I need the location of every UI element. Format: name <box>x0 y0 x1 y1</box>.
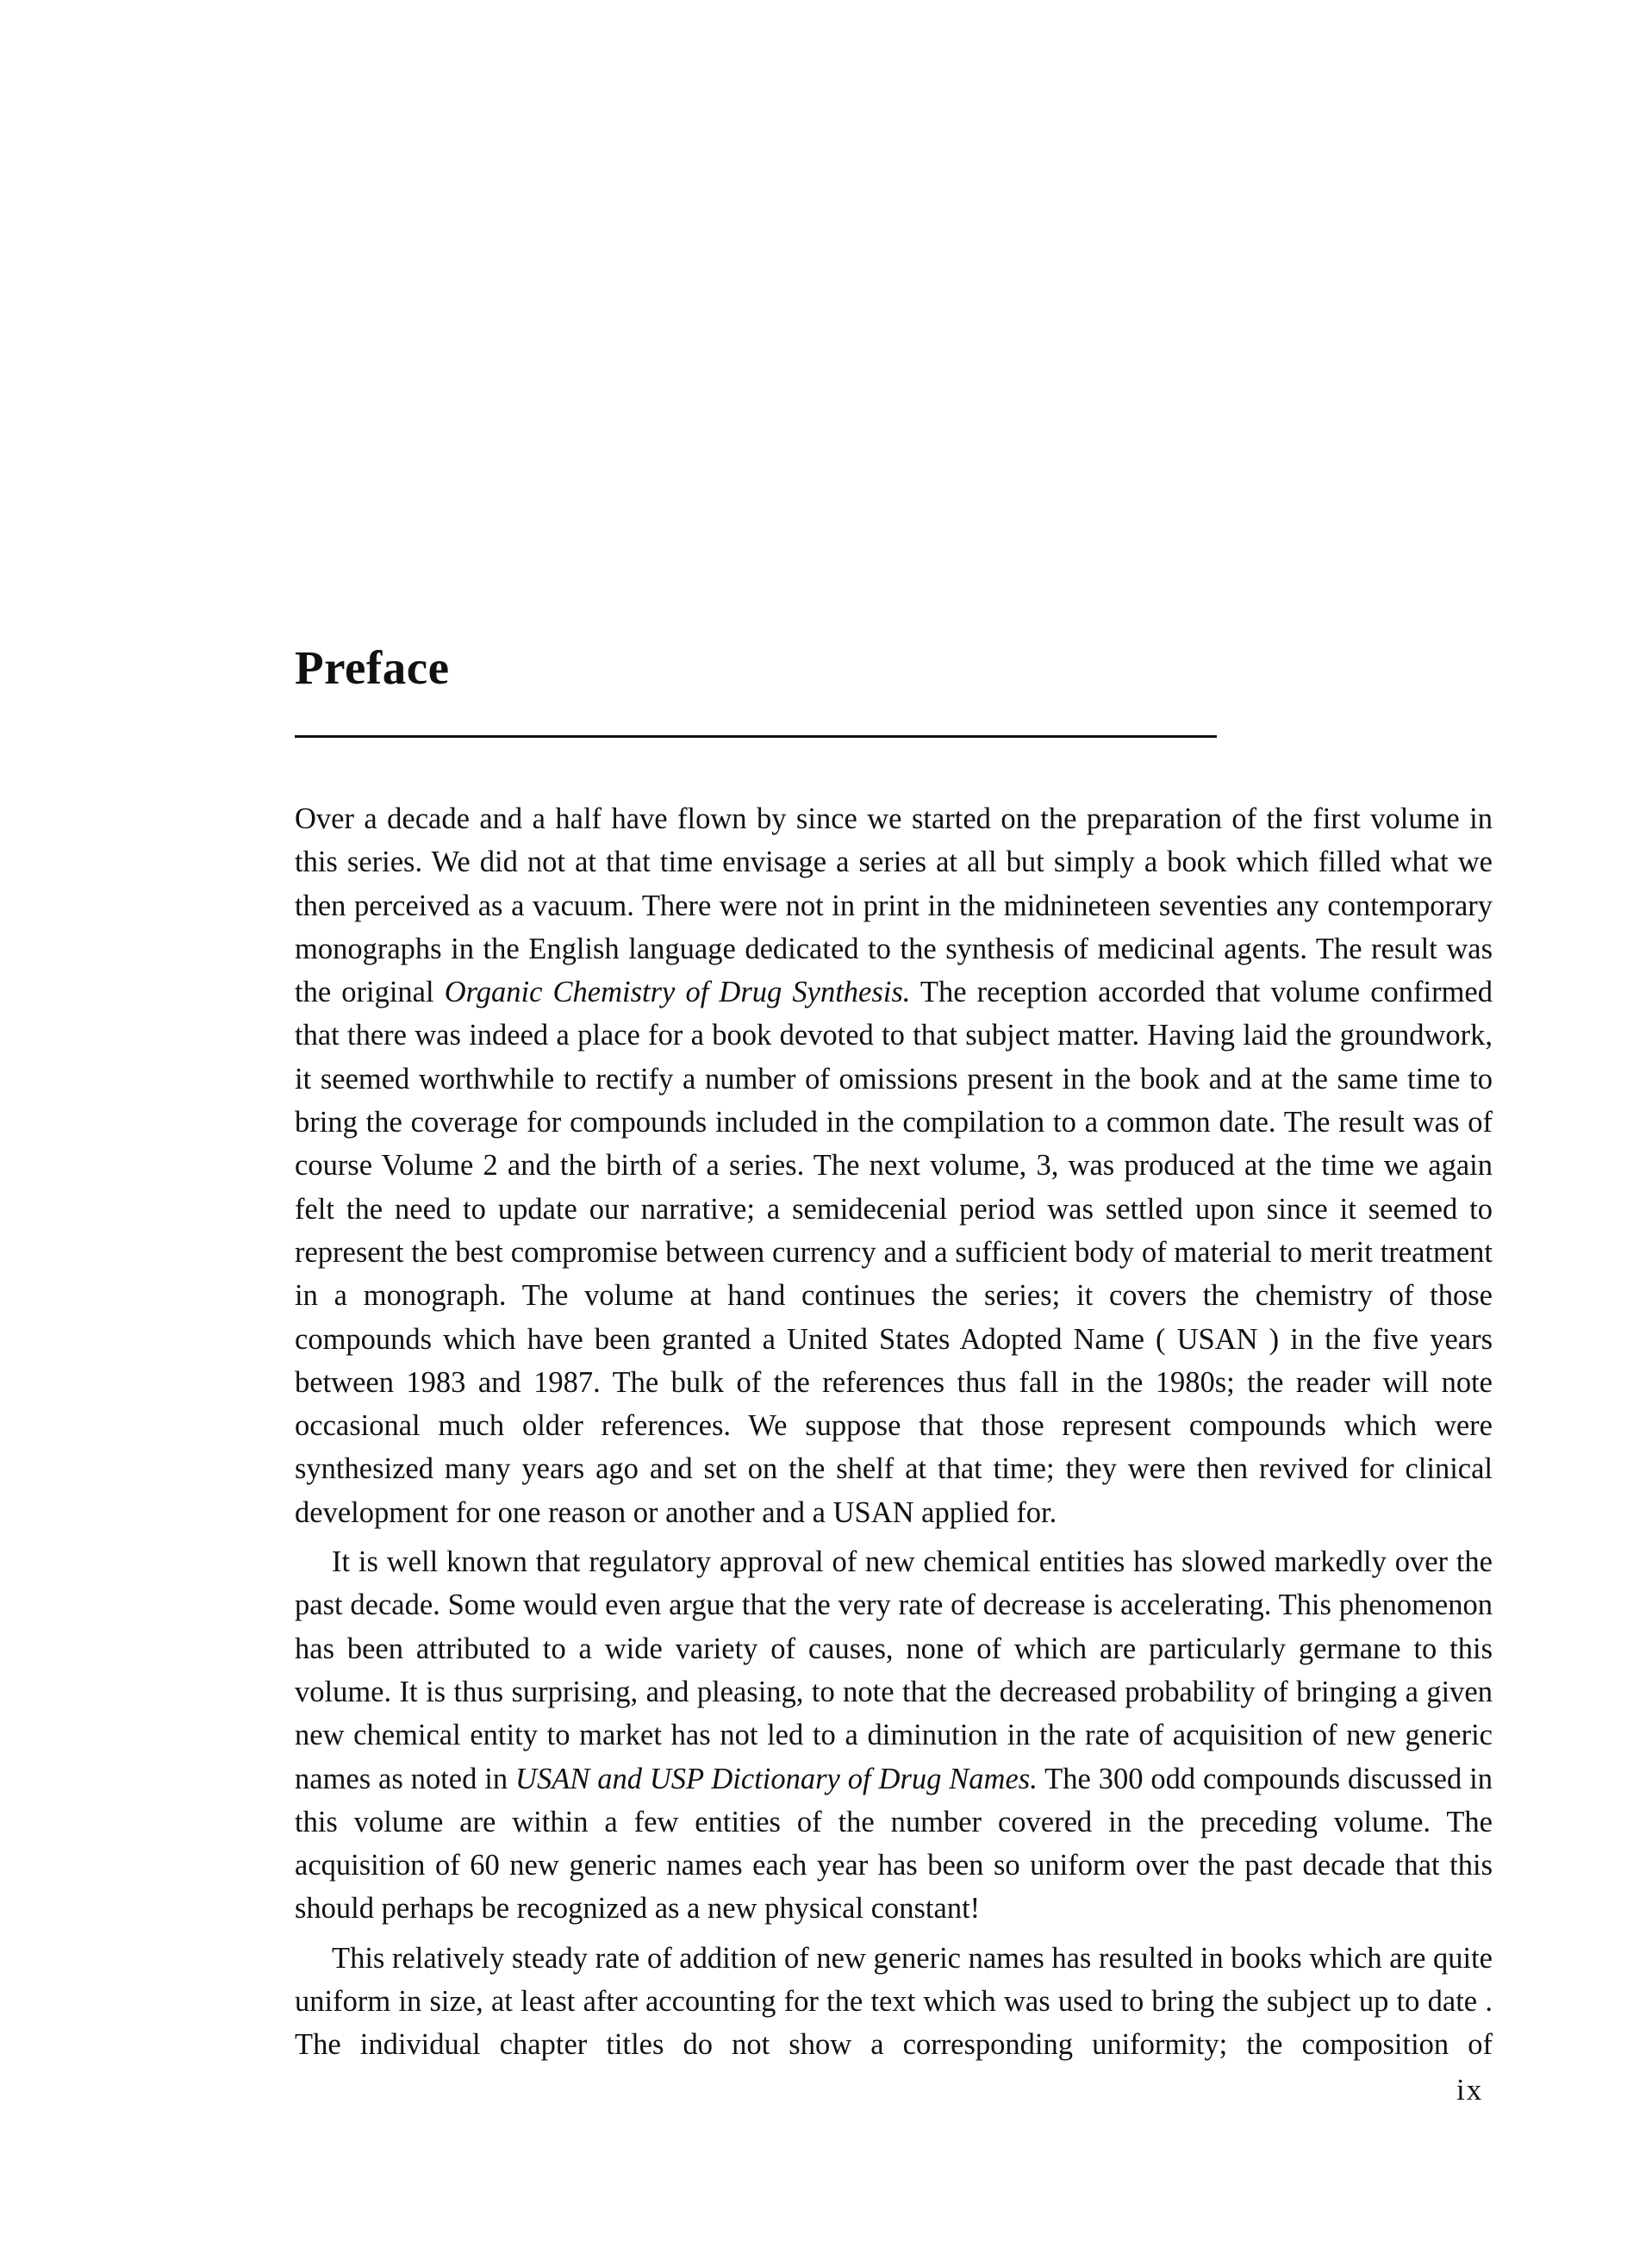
paragraph-3-text-1: This relatively steady rate of addition of new generic names has resulted in books which are quite uniform in size, at least after accounting for the text which was used to bring the subject up to date . The individual chapter titles do not show a corresponding uniformity; the composition of <box>295 1941 1493 2062</box>
page-number: ix <box>1456 2073 1484 2107</box>
paragraph-3 <box>295 1937 1493 2067</box>
paragraph-1-text-1: Over a decade and a half have flown by since we started on the preparation of the first volume in this series. We did not at that time envisage a series at all but simply a book which filled what we then perceived as a vacuum. There were not in print in the midnineteen seventies any contemporary monographs in the English language dedicated to the synthesis of medicinal agents. The result was the original <box>295 802 1493 1009</box>
preface-body <box>295 797 1493 2073</box>
paragraph-1-text-2: The reception accorded that volume confirmed that there was indeed a place for a book devoted to that subject matter. Having laid the groundwork, it seemed worthwhile to rectify a number of omissions present in the book and at the same time to bring the coverage for compounds included in the compilation to a common date. The result was of course Volume 2 and the birth of a series. The next volume, 3, was produced at the time we again felt the need to update our narrative; a semidecenial period was settled upon since it seemed to represent the best compromise between currency and a sufficient body of material to merit treatment in a monograph. The volume at hand continues the series; it covers the chemistry of those compounds which have been granted a United States Adopted Name ( USAN ) in the five years between 1983 and 1987. The bulk of the references thus fall in the 1980s; the reader will note occasional much older references. We suppose that those represent compounds which were synthesized many years ago and set on the shelf at that time; they were then revived for clinical development for one reason or another and a USAN applied for. <box>295 976 1493 1529</box>
book-title-organic-chemistry-of-drug-synthesis: Organic Chemistry of Drug Synthesis. <box>444 976 911 1009</box>
page-heading: Preface <box>295 641 450 694</box>
heading-rule <box>295 735 1217 738</box>
paragraph-2-text-1: It is well known that regulatory approval of new chemical entities has slowed markedly over the past decade. Some would even argue that the very rate of decrease is accelerating. This phenomenon has been attributed to a wide variety of causes, none of which are particularly germane to this volume. It is thus surprising, and pleasing, to note that the decreased probability of bringing a given new chemical entity to market has not led to a diminution in the rate of acquisition of new generic names as noted in <box>295 1545 1493 1795</box>
paragraph-2 <box>295 1540 1493 1931</box>
book-title-usan-dictionary: USAN and USP Dictionary of Drug Names. <box>515 1762 1038 1795</box>
paragraph-2-text-2: The 300 odd compounds discussed in this volume are within a few entities of the number covered in the preceding volume. The acquisition of 60 new generic names each year has been so uniform over the past decade that this should perhaps be recognized as a new physical constant! <box>295 1762 1493 1926</box>
paragraph-1 <box>295 797 1493 1534</box>
